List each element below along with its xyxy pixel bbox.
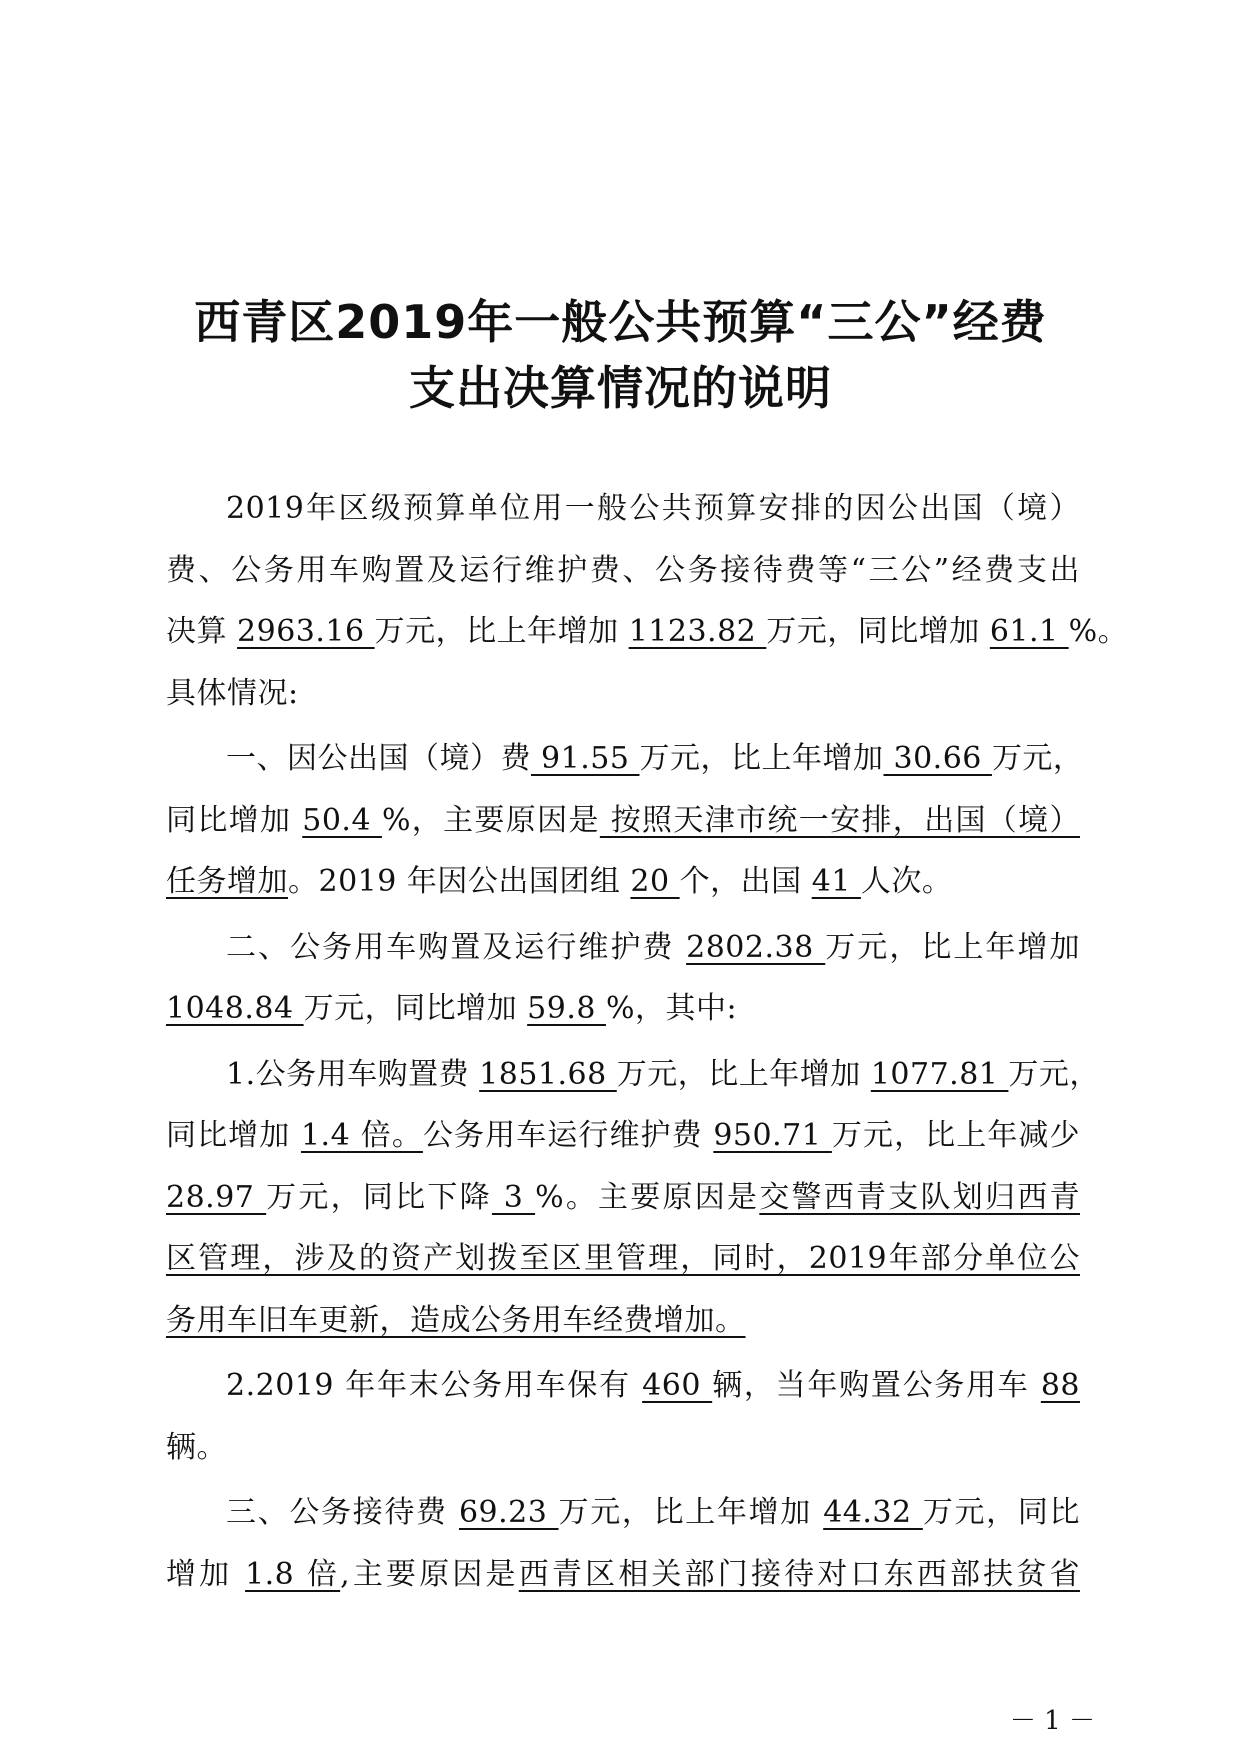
document-body bbox=[166, 478, 1129, 1605]
text-segment: 万元，同比增加 bbox=[766, 614, 990, 649]
text-segment: %，主要原因是 bbox=[381, 802, 600, 838]
text-segment: 具体情况: bbox=[166, 675, 299, 711]
text-segment: 万元， bbox=[991, 741, 1084, 776]
text-segment: 辆，当年购置公务用车 bbox=[712, 1368, 1041, 1403]
text-line bbox=[166, 728, 1084, 790]
text-segment: 万元，同比增加 bbox=[303, 991, 528, 1026]
text-line bbox=[166, 1290, 1080, 1352]
underlined-value: 交警西青支队划归西青 bbox=[759, 1179, 1081, 1215]
text-line bbox=[166, 1044, 1100, 1106]
text-segment: 万元，比上年增加 bbox=[374, 614, 629, 649]
text-segment: 万元， bbox=[1008, 1056, 1100, 1092]
paragraph-section-3 bbox=[166, 1482, 1080, 1605]
underlined-value: 1048.84 bbox=[166, 991, 304, 1026]
underlined-value: 28.97 bbox=[166, 1179, 267, 1215]
text-segment: 万元，同比下降 bbox=[266, 1179, 492, 1215]
underlined-value: 1.8 倍 bbox=[245, 1556, 341, 1592]
text-segment: %。主要原因是 bbox=[535, 1179, 760, 1215]
text-line bbox=[166, 1355, 1080, 1417]
underlined-value: 30.66 bbox=[883, 741, 992, 776]
text-segment: 万元，比上年减少 bbox=[831, 1118, 1080, 1153]
text-segment: 个，出国 bbox=[679, 864, 812, 899]
paragraph-section-2 bbox=[166, 917, 1080, 1040]
underlined-value: 59.8 bbox=[527, 991, 606, 1026]
text-segment: 一、因公出国（境）费 bbox=[226, 741, 531, 776]
text-segment: 1.公务用车购置费 bbox=[226, 1056, 480, 1092]
text-line bbox=[166, 978, 1080, 1040]
underlined-value: 1077.81 bbox=[870, 1056, 1009, 1092]
paragraph-section-2-2 bbox=[166, 1355, 1080, 1478]
text-line bbox=[166, 1417, 1080, 1479]
text-segment: 万元，比上年增加 bbox=[825, 929, 1081, 965]
text-line bbox=[166, 1105, 1080, 1167]
text-segment: 。2019 年因公出国团组 bbox=[288, 864, 631, 899]
text-line bbox=[166, 663, 1080, 725]
paragraph-intro bbox=[166, 478, 1129, 724]
underlined-value: 任务增加 bbox=[166, 864, 288, 899]
text-line bbox=[166, 1228, 1080, 1290]
paragraph-section-1 bbox=[166, 728, 1084, 913]
underlined-value: 按照天津市统一安排，出国（境） bbox=[599, 802, 1080, 838]
underlined-value: 1123.82 bbox=[628, 614, 767, 649]
text-segment: 万元，比上年增加 bbox=[639, 741, 884, 776]
text-segment: 万元，同比 bbox=[922, 1495, 1081, 1530]
text-segment: 费、公务用车购置及运行维护费、公务接待费等“三公”经费支出 bbox=[166, 552, 1080, 588]
text-segment: 公务用车运行维护费 bbox=[422, 1118, 714, 1153]
text-line bbox=[166, 917, 1080, 979]
underlined-value: 91.55 bbox=[531, 741, 640, 776]
text-line bbox=[166, 1167, 1080, 1229]
text-segment: 同比增加 bbox=[166, 802, 303, 838]
text-segment: 辆。 bbox=[166, 1429, 227, 1465]
text-segment: 人次。 bbox=[860, 864, 953, 899]
text-line bbox=[166, 851, 1080, 913]
text-segment: 万元，比上年增加 bbox=[616, 1056, 871, 1092]
underlined-value: 61.1 bbox=[989, 614, 1069, 649]
underlined-value: 20 bbox=[630, 864, 680, 899]
underlined-value: 务用车旧车更新，造成公务用车经费增加。 bbox=[166, 1302, 746, 1338]
text-segment: 三、公务接待费 bbox=[226, 1495, 459, 1530]
text-line bbox=[166, 478, 1080, 540]
underlined-value: 西青区相关部门接待对口东西部扶贫省 bbox=[518, 1556, 1080, 1592]
underlined-value: 41 bbox=[811, 864, 861, 899]
underlined-value: 1851.68 bbox=[479, 1056, 617, 1092]
underlined-value: 2802.38 bbox=[686, 929, 826, 965]
text-segment: 万元，比上年增加 bbox=[558, 1495, 824, 1530]
underlined-value: 950.71 bbox=[713, 1118, 832, 1153]
document-title-line-1: 西青区2019年一般公共预算“三公”经费 bbox=[194, 295, 1047, 349]
paragraph-section-2-1 bbox=[166, 1044, 1100, 1352]
text-segment: 二、公务用车购置及运行维护费 bbox=[226, 929, 687, 965]
underlined-value: 50.4 bbox=[302, 802, 382, 838]
text-line bbox=[166, 1482, 1080, 1544]
text-segment: 2019年区级预算单位用一般公共预算安排的因公出国（境） bbox=[226, 491, 1080, 526]
underlined-value: 2963.16 bbox=[237, 614, 375, 649]
underlined-value: 44.32 bbox=[823, 1495, 923, 1530]
text-line bbox=[166, 1544, 1080, 1606]
text-segment: ,主要原因是 bbox=[340, 1556, 519, 1592]
text-segment: 2.2019 年年末公务用车保有 bbox=[226, 1368, 643, 1403]
text-line bbox=[166, 790, 1080, 852]
underlined-value: 88 bbox=[1040, 1368, 1081, 1403]
text-segment: 同比增加 bbox=[166, 1118, 301, 1153]
text-segment: 增加 bbox=[166, 1556, 246, 1592]
text-line bbox=[166, 601, 1129, 663]
text-segment: %，其中: bbox=[605, 991, 738, 1026]
underlined-value: 区管理，涉及的资产划拨至区里管理，同时，2019年部分单位公 bbox=[166, 1241, 1080, 1276]
underlined-value: 69.23 bbox=[458, 1495, 559, 1530]
underlined-value: 1.4 倍。 bbox=[300, 1118, 423, 1153]
underlined-value: 3 bbox=[491, 1179, 536, 1215]
text-line bbox=[166, 540, 1080, 602]
page-number: － 1 － bbox=[1009, 1706, 1095, 1736]
text-segment: 决算 bbox=[166, 614, 238, 649]
document-title-line-2: 支出决算情况的说明 bbox=[409, 361, 832, 415]
underlined-value: 460 bbox=[642, 1368, 713, 1403]
text-segment: %。 bbox=[1068, 614, 1129, 649]
